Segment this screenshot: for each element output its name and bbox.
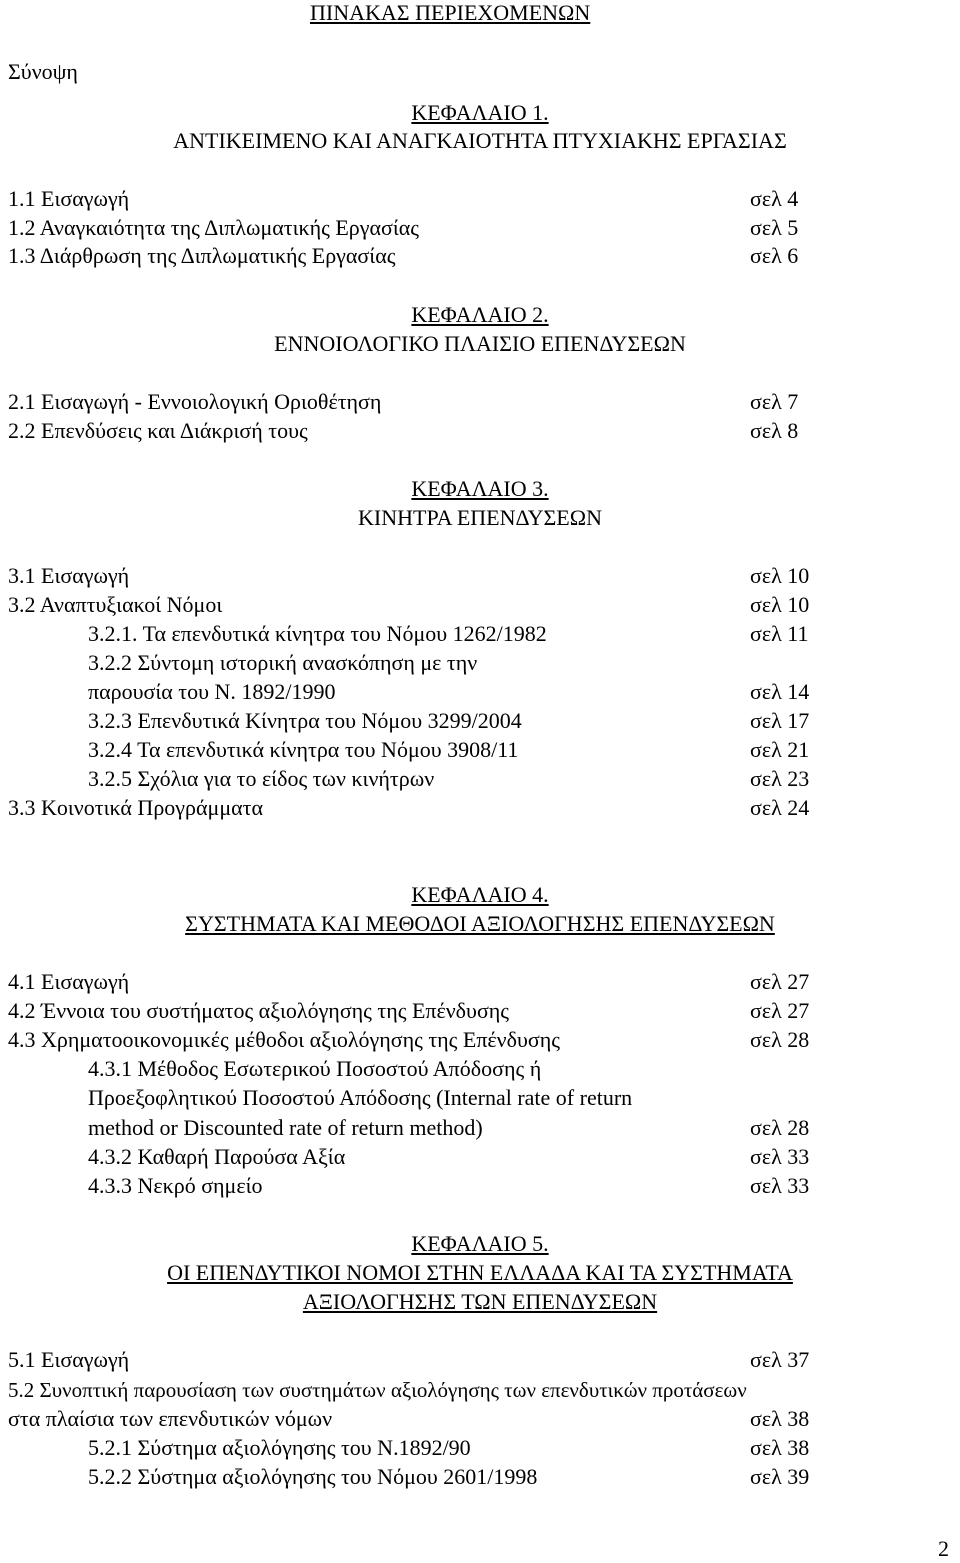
toc-entry: 3.3 Κοινοτικά Προγράμματα <box>8 795 264 820</box>
toc-page: σελ 28 <box>750 1027 810 1052</box>
toc-entry: 4.2 Έννοια του συστήματος αξιολόγησης της Επένδυσης <box>8 998 510 1023</box>
toc-page: σελ 6 <box>750 243 799 268</box>
toc-entry: 4.3.1 Μέθοδος Εσωτερικού Ποσοστού Απόδοσης ή <box>88 1056 542 1081</box>
toc-page: σελ 28 <box>750 1115 810 1140</box>
chapter-2-heading: ΚΕΦΑΛΑΙΟ 2. <box>411 302 549 327</box>
toc-entry: 3.2.5 Σχόλια για το είδος των κινήτρων <box>88 766 435 791</box>
toc-entry: 3.2.4 Τα επενδυτικά κίνητρα του Νόμου 3908/11 <box>88 737 519 762</box>
toc-entry: Προεξοφλητικού Ποσοστού Απόδοσης (Internal rate of return <box>88 1085 633 1110</box>
toc-page: σελ 33 <box>750 1173 810 1198</box>
chapter-2-title: ΕΝΝΟΙΟΛΟΓΙΚΟ ΠΛΑΙΣΙΟ ΕΠΕΝΔΥΣΕΩΝ <box>274 331 686 356</box>
toc-entry: 5.2 Συνοπτική παρουσίαση των συστημάτων αξιολόγησης των επενδυτικών προτάσεων <box>8 1378 747 1402</box>
toc-entry: 3.2.1. Τα επενδυτικά κίνητρα του Νόμου 1262/1982 <box>88 621 547 646</box>
toc-entry: 4.3.3 Νεκρό σημείο <box>88 1173 263 1198</box>
toc-page: σελ 5 <box>750 215 799 240</box>
toc-page: σελ 10 <box>750 563 810 588</box>
toc-page: σελ 24 <box>750 795 810 820</box>
toc-page: σελ 8 <box>750 418 799 443</box>
toc-page: σελ 21 <box>750 737 810 762</box>
toc-entry: 5.2.2 Σύστημα αξιολόγησης του Νόμου 2601/1998 <box>88 1464 538 1489</box>
toc-entry: 5.1 Εισαγωγή <box>8 1347 130 1372</box>
toc-entry: 3.2 Αναπτυξιακοί Νόμοι <box>8 592 223 617</box>
toc-page: σελ 10 <box>750 592 810 617</box>
toc-entry: παρουσία του Ν. 1892/1990 <box>88 679 336 704</box>
toc-page: σελ 27 <box>750 969 810 994</box>
toc-entry: 4.3.2 Καθαρή Παρούσα Αξία <box>88 1144 346 1169</box>
toc-page: σελ 4 <box>750 186 799 211</box>
chapter-3-title: ΚΙΝΗΤΡΑ ΕΠΕΝΔΥΣΕΩΝ <box>358 505 602 530</box>
toc-page: σελ 17 <box>750 708 810 733</box>
chapter-5-heading: ΚΕΦΑΛΑΙΟ 5. <box>411 1231 549 1256</box>
toc-page: σελ 38 <box>750 1406 810 1431</box>
toc-entry: 3.2.2 Σύντομη ιστορική ανασκόπηση με την <box>88 650 478 675</box>
toc-page: σελ 23 <box>750 766 810 791</box>
chapter-1-heading: ΚΕΦΑΛΑΙΟ 1. <box>411 100 549 125</box>
toc-entry: 1.1 Εισαγωγή <box>8 186 130 211</box>
toc-page: σελ 37 <box>750 1347 810 1372</box>
toc-entry: 1.2 Αναγκαιότητα της Διπλωματικής Εργασίας <box>8 215 420 240</box>
toc-page: σελ 38 <box>750 1435 810 1460</box>
toc-entry: 1.3 Διάρθρωση της Διπλωματικής Εργασίας <box>8 243 396 268</box>
toc-entry: 4.3 Χρηματοοικονομικές μέθοδοι αξιολόγησης της Επένδυσης <box>8 1027 560 1052</box>
toc-entry: στα πλαίσια των επενδυτικών νόμων <box>8 1406 333 1431</box>
toc-entry: 3.2.3 Επενδυτικά Κίνητρα του Νόμου 3299/2004 <box>88 708 522 733</box>
chapter-4-heading: ΚΕΦΑΛΑΙΟ 4. <box>411 882 549 907</box>
chapter-5-title-line-2: ΑΞΙΟΛΟΓΗΣΗΣ ΤΩΝ ΕΠΕΝΔΥΣΕΩΝ <box>302 1289 658 1314</box>
toc-entry: 4.1 Εισαγωγή <box>8 969 130 994</box>
chapter-3-heading: ΚΕΦΑΛΑΙΟ 3. <box>411 476 549 501</box>
toc-page: σελ 27 <box>750 998 810 1023</box>
toc-entry: 2.2 Επενδύσεις και Διάκρισή τους <box>8 418 308 443</box>
chapter-1-title: ΑΝΤΙΚΕΙΜΕΝΟ ΚΑΙ ΑΝΑΓΚΑΙΟΤΗΤΑ ΠΤΥΧΙΑΚΗΣ ΕΡΓΑΣΙΑΣ <box>173 128 787 153</box>
toc-page: σελ 39 <box>750 1464 810 1489</box>
chapter-4-title: ΣΥΣΤΗΜΑΤΑ ΚΑΙ ΜΕΘΟΔΟΙ ΑΞΙΟΛΟΓΗΣΗΣ ΕΠΕΝΔΥΣΕΩΝ <box>185 911 775 936</box>
page-title: ΠΙΝΑΚΑΣ ΠΕΡΙΕΧΟΜΕΝΩΝ <box>310 0 591 25</box>
page-number: 2 <box>938 1536 949 1561</box>
summary-entry: Σύνοψη <box>8 59 78 84</box>
toc-entry: 2.1 Εισαγωγή - Εννοιολογική Οριοθέτηση <box>8 389 382 414</box>
toc-page: σελ 7 <box>750 389 799 414</box>
toc-entry: 3.1 Εισαγωγή <box>8 563 130 588</box>
toc-entry: method or Discounted rate of return method) <box>88 1115 483 1140</box>
chapter-5-title-line-1: ΟΙ ΕΠΕΝΔΥΤΙΚΟΙ ΝΟΜΟΙ ΣΤΗΝ ΕΛΛΑΔΑ ΚΑΙ ΤΑ ΣΥΣΤΗΜΑΤΑ <box>167 1260 793 1285</box>
toc-page: σελ 33 <box>750 1144 810 1169</box>
toc-entry: 5.2.1 Σύστημα αξιολόγησης του Ν.1892/90 <box>88 1435 471 1460</box>
toc-page: σελ 14 <box>750 679 810 704</box>
toc-page: σελ 11 <box>750 621 809 646</box>
